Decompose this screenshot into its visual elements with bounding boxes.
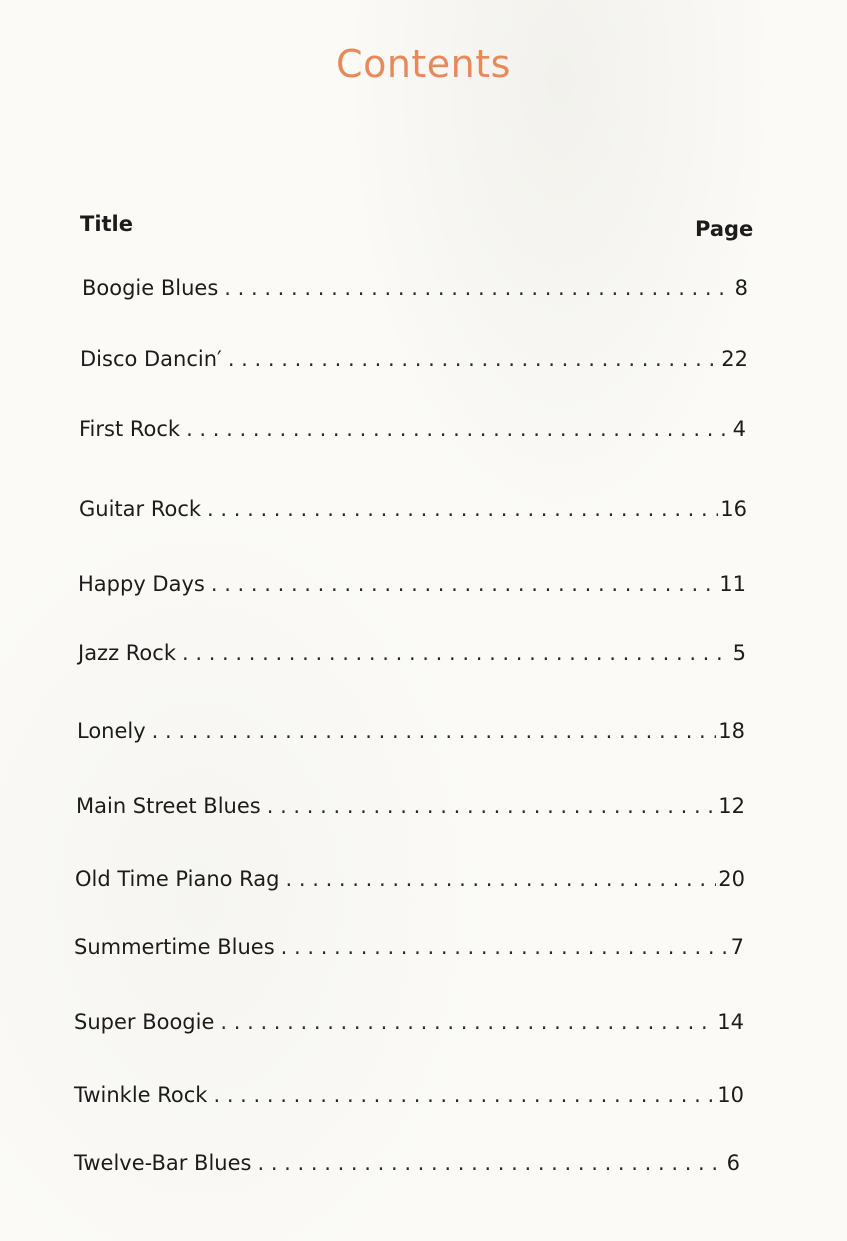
dot-leader (207, 497, 718, 521)
entry-title: Jazz Rock (78, 641, 176, 665)
dot-leader (267, 794, 717, 818)
entry-title: First Rock (79, 417, 181, 441)
dot-leader (152, 719, 717, 743)
entry-title: Summertime Blues (74, 935, 275, 959)
toc-entry-jazz-rock (78, 641, 746, 671)
toc-entry-summertime-blues (74, 935, 744, 965)
dot-leader (286, 867, 717, 891)
toc-entry-old-time-piano-rag (75, 867, 745, 897)
entry-title: Twelve-Bar Blues (74, 1151, 252, 1175)
entry-title: Main Street Blues (76, 794, 261, 818)
entry-page-number: 12 (718, 794, 745, 818)
dot-leader (257, 1151, 724, 1175)
toc-entry-disco-dancin (80, 347, 748, 377)
toc-entry-boogie-blues (82, 276, 748, 306)
entry-page-number: 7 (730, 935, 744, 959)
entry-page-number: 16 (720, 497, 747, 521)
entry-page-number: 18 (718, 719, 745, 743)
dot-leader (220, 1010, 715, 1034)
entry-page-number: 8 (734, 276, 748, 300)
entry-page-number: 10 (717, 1083, 744, 1107)
entry-page-number: 14 (717, 1010, 744, 1034)
entry-title: Boogie Blues (82, 276, 219, 300)
dot-leader (186, 417, 731, 441)
toc-entry-guitar-rock (79, 497, 747, 527)
dot-leader (281, 935, 729, 959)
toc-entry-main-street-blues (76, 794, 745, 824)
dot-leader (211, 572, 717, 596)
entry-page-number: 22 (721, 347, 748, 371)
page-column-header: Page (695, 217, 754, 241)
toc-entry-super-boogie (74, 1010, 744, 1040)
dot-leader (213, 1083, 715, 1107)
entry-title: Disco Dancin′ (80, 347, 222, 371)
entry-title: Old Time Piano Rag (75, 867, 280, 891)
toc-entry-twinkle-rock (74, 1083, 744, 1113)
entry-title: Guitar Rock (79, 497, 202, 521)
title-column-header: Title (80, 212, 134, 236)
toc-entry-first-rock (79, 417, 746, 447)
entry-title: Twinkle Rock (74, 1083, 208, 1107)
entry-page-number: 6 (726, 1151, 740, 1175)
entry-page-number: 11 (719, 572, 746, 596)
entry-page-number: 20 (718, 867, 745, 891)
toc-entry-twelve-bar-blues (74, 1151, 740, 1181)
entry-page-number: 5 (732, 641, 746, 665)
entry-title: Happy Days (78, 572, 205, 596)
entry-page-number: 4 (732, 417, 746, 441)
dot-leader (224, 276, 732, 300)
dot-leader (182, 641, 731, 665)
entry-title: Lonely (77, 719, 146, 743)
toc-entry-happy-days (78, 572, 746, 602)
toc-entry-lonely (77, 719, 745, 749)
dot-leader (228, 347, 719, 371)
page-title: Contents (336, 42, 511, 86)
entry-title: Super Boogie (74, 1010, 215, 1034)
